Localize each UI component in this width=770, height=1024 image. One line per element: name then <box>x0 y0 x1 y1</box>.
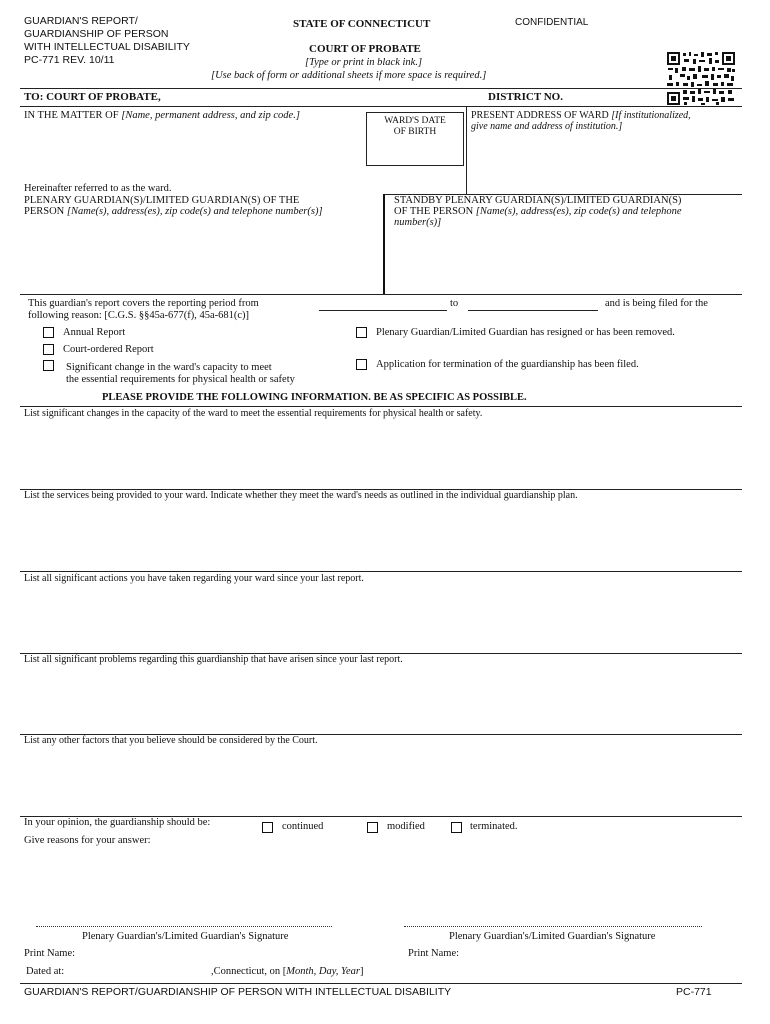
matter-label: IN THE MATTER OF <box>24 110 119 121</box>
question-capacity-changes: List significant changes in the capacity of the ward to meet the essential requirements for physical health or safety. <box>24 408 483 419</box>
capacity-change-checkbox[interactable] <box>43 360 54 371</box>
question-actions: List all significant actions you have taken regarding your ward since your last report. <box>24 573 364 584</box>
guardian-resigned-checkbox[interactable] <box>356 327 367 338</box>
signature-line-right[interactable] <box>404 926 702 927</box>
form-title-line-2: GUARDIANSHIP OF PERSON <box>24 28 169 40</box>
district-label: DISTRICT NO. <box>488 91 563 103</box>
plenary-hint: [Name(s), address(es), zip code(s) and telephone number(s)] <box>66 206 323 217</box>
terminated-label: terminated. <box>470 821 518 832</box>
standby-hint-2: number(s)] <box>394 217 442 228</box>
state-title: STATE OF CONNECTICUT <box>293 18 431 30</box>
period-suffix: and is being filed for the <box>605 298 708 309</box>
period-reason: following reason: [C.G.S. §§45a-677(f), 45a-681(c)] <box>28 310 250 321</box>
period-from-field[interactable] <box>319 310 447 311</box>
annual-report-checkbox[interactable] <box>43 327 54 338</box>
divider-top <box>20 88 742 89</box>
divider-to-row <box>20 106 742 107</box>
standby-hint: [Name(s), address(es), zip code(s) and telephone <box>475 206 682 217</box>
capacity-change-line-1: Significant change in the ward's capacity to meet <box>66 362 272 373</box>
standby-guardian-label <box>394 195 682 228</box>
termination-filed-label: Application for termination of the guardianship has been filed. <box>376 359 639 370</box>
divider-instructions <box>20 406 742 407</box>
divider-q2 <box>20 571 742 572</box>
ward-dob-box[interactable] <box>366 112 464 166</box>
terminated-checkbox[interactable] <box>451 822 462 833</box>
plenary-guardian-label <box>24 195 323 217</box>
matter-hint: [Name, permanent address, and zip code.] <box>121 110 300 121</box>
form-title-line-1: GUARDIAN'S REPORT/ <box>24 15 138 27</box>
qr-code-icon <box>666 51 736 106</box>
standby-prefix: OF THE PERSON <box>394 206 474 217</box>
present-address-label <box>471 110 691 132</box>
ink-note: [Type or print in black ink.] <box>305 57 423 68</box>
opinion-label: In your opinion, the guardianship should be: <box>24 817 211 828</box>
form-number: PC-771 REV. 10/11 <box>24 54 115 66</box>
question-other-factors: List any other factors that you believe should be considered by the Court. <box>24 735 318 746</box>
connecticut-on-row <box>211 966 363 977</box>
address-divider <box>466 106 467 194</box>
termination-filed-checkbox[interactable] <box>356 359 367 370</box>
guardians-divider <box>383 194 385 294</box>
modified-label: modified <box>387 821 425 832</box>
signature-line-left[interactable] <box>36 926 332 927</box>
address-hint-1: [If institutionalized, <box>611 110 691 121</box>
capacity-change-line-2: the essential requirements for physical health or safety <box>66 374 295 385</box>
ward-dob-label-line-2: OF BIRTH <box>393 127 437 137</box>
court-title: COURT OF PROBATE <box>309 43 421 55</box>
standby-line-1: STANDBY PLENARY GUARDIAN(S)/LIMITED GUARDIAN(S) <box>394 195 682 206</box>
ward-dob-label <box>367 116 463 138</box>
period-to-label: to <box>450 298 459 309</box>
signature-label-left: Plenary Guardian's/Limited Guardian's Signature <box>82 931 289 942</box>
hereinafter-text: Hereinafter referred to as the ward. <box>24 183 172 194</box>
address-label: PRESENT ADDRESS OF WARD <box>471 110 609 121</box>
court-ordered-report-checkbox[interactable] <box>43 344 54 355</box>
address-hint-2: give name and address of institution.] <box>471 121 623 132</box>
instructions-heading: PLEASE PROVIDE THE FOLLOWING INFORMATION. BE AS SPECIFIC AS POSSIBLE. <box>102 392 527 403</box>
capacity-change-label <box>66 362 295 386</box>
divider-footer <box>20 983 742 984</box>
confidential-label: CONFIDENTIAL <box>515 17 589 28</box>
date-hint: Month, Day, Year <box>286 966 360 977</box>
modified-checkbox[interactable] <box>367 822 378 833</box>
to-court-label: TO: COURT OF PROBATE, <box>24 91 161 103</box>
print-name-left-label: Print Name: <box>24 948 76 959</box>
signature-label-right: Plenary Guardian's/Limited Guardian's Signature <box>449 931 656 942</box>
divider-period <box>20 294 742 295</box>
print-name-right-label: Print Name: <box>408 948 460 959</box>
ward-dob-label-line-1: WARD'S DATE <box>384 116 446 126</box>
reasons-label: Give reasons for your answer: <box>24 835 151 846</box>
plenary-line-1: PLENARY GUARDIAN(S)/LIMITED GUARDIAN(S) OF THE <box>24 195 300 206</box>
plenary-prefix: PERSON <box>24 206 65 217</box>
question-problems: List all significant problems regarding this guardianship that have arisen since your last report. <box>24 654 403 665</box>
continued-label: continued <box>282 821 324 832</box>
form-title-block <box>24 15 190 67</box>
period-prefix: This guardian's report covers the reporting period from <box>28 298 259 309</box>
date-close-bracket: ] <box>359 966 364 977</box>
annual-report-label: Annual Report <box>63 327 126 338</box>
footer-code: PC-771 <box>676 986 712 998</box>
period-to-field[interactable] <box>468 310 598 311</box>
form-title-line-3: WITH INTELLECTUAL DISABILITY <box>24 41 190 53</box>
matter-label-row <box>24 110 300 121</box>
space-note: [Use back of form or additional sheets if more space is required.] <box>211 70 487 81</box>
court-ordered-report-label: Court-ordered Report <box>63 344 154 355</box>
dated-at-label: Dated at: <box>26 966 65 977</box>
connecticut-on-label: ,Connecticut, on [ <box>211 966 287 977</box>
continued-checkbox[interactable] <box>262 822 273 833</box>
footer-title: GUARDIAN'S REPORT/GUARDIANSHIP OF PERSON WITH INTELLECTUAL DISABILITY <box>24 986 452 998</box>
guardian-resigned-label: Plenary Guardian/Limited Guardian has resigned or has been removed. <box>376 327 675 338</box>
question-services: List the services being provided to your ward. Indicate whether they meet the ward's needs as outlined in the individual guardianship plan. <box>24 490 578 501</box>
